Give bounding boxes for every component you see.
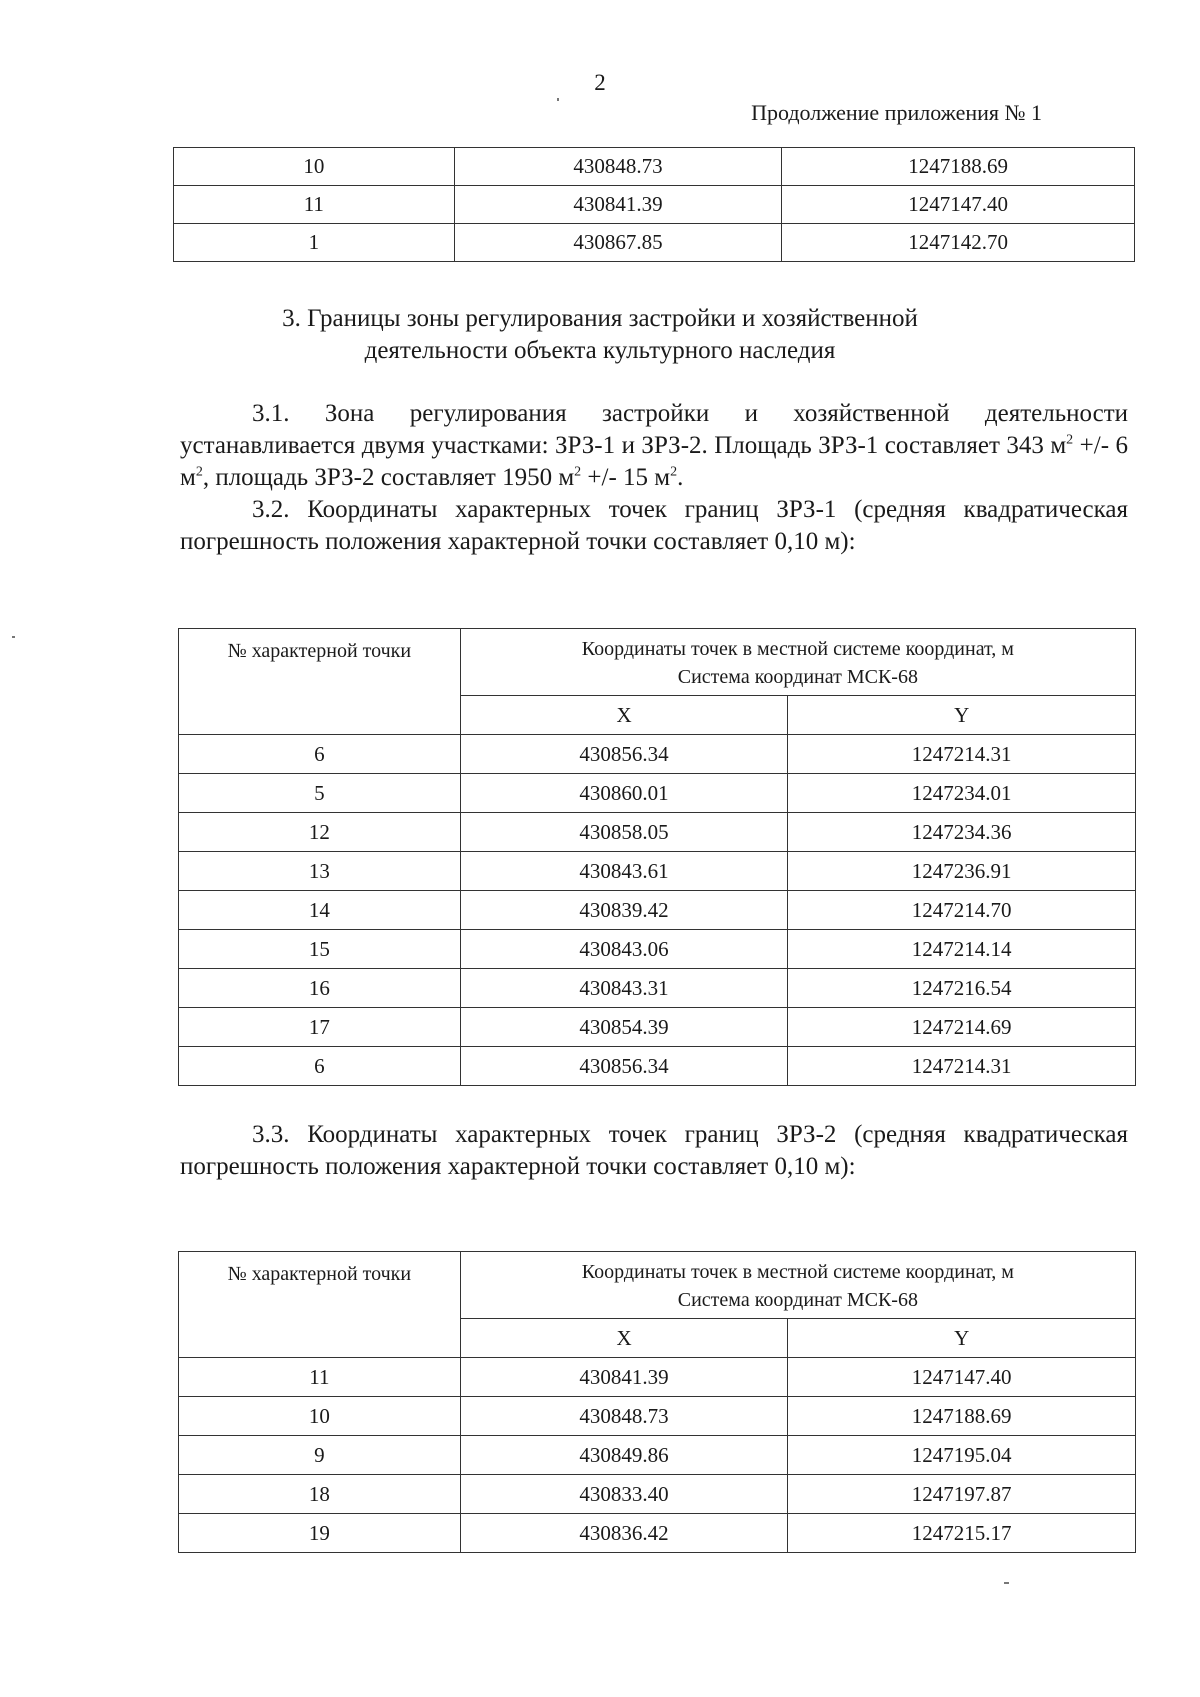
y-coordinate-cell: 1247195.04 [788, 1436, 1136, 1475]
point-number-cell: 9 [179, 1436, 461, 1475]
point-number-cell: 16 [179, 969, 461, 1008]
zrz1-coordinates-table [178, 628, 1136, 1086]
y-coordinate-cell: 1247216.54 [788, 969, 1136, 1008]
point-number-cell: 11 [179, 1358, 461, 1397]
table-row [174, 224, 1135, 262]
x-coordinate-cell: 430836.42 [460, 1514, 788, 1553]
x-coordinate-cell: 430860.01 [460, 774, 788, 813]
table-row [174, 148, 1135, 186]
table-row [179, 891, 1136, 930]
header-y: Y [788, 696, 1136, 735]
table-row [174, 186, 1135, 224]
heading-line-1: 3. Границы зоны регулирования застройки и хозяйственной [282, 305, 918, 332]
header-coordinate-system: Координаты точек в местной системе координат, м Система координат МСК-68 [460, 1252, 1135, 1319]
table-row [179, 1397, 1136, 1436]
table-row [179, 852, 1136, 891]
point-number-cell: 6 [179, 1047, 461, 1086]
x-coordinate-cell: 430843.61 [460, 852, 788, 891]
page-number: 2 [594, 70, 606, 95]
point-number-cell: 14 [179, 891, 461, 930]
table-row [179, 1475, 1136, 1514]
zrz2-coordinates-table [178, 1251, 1136, 1553]
y-coordinate-cell: 1247188.69 [788, 1397, 1136, 1436]
x-coordinate-cell: 430856.34 [460, 1047, 788, 1086]
point-number-cell: 6 [179, 735, 461, 774]
y-coordinate-cell: 1247214.70 [788, 891, 1136, 930]
y-coordinate-cell: 1247214.31 [788, 735, 1136, 774]
x-coordinate-cell: 430856.34 [460, 735, 788, 774]
table-row [179, 930, 1136, 969]
table-row [179, 1047, 1136, 1086]
point-number-cell: 1 [174, 224, 455, 262]
scan-speck [557, 98, 559, 101]
y-coordinate-cell: 1247188.69 [782, 148, 1135, 186]
y-coordinate-cell: 1247147.40 [788, 1358, 1136, 1397]
scan-speck [12, 636, 15, 638]
y-coordinate-cell: 1247214.14 [788, 930, 1136, 969]
header-coordinate-system: Координаты точек в местной системе координат, м Система координат МСК-68 [460, 629, 1135, 696]
heading-line-2: деятельности объекта культурного наследия [364, 337, 836, 364]
x-coordinate-cell: 430843.31 [460, 969, 788, 1008]
point-number-cell: 10 [179, 1397, 461, 1436]
table-row [179, 735, 1136, 774]
x-coordinate-cell: 430843.06 [460, 930, 788, 969]
table-row [179, 774, 1136, 813]
x-coordinate-cell: 430848.73 [460, 1397, 788, 1436]
x-coordinate-cell: 430849.86 [460, 1436, 788, 1475]
point-number-cell: 5 [179, 774, 461, 813]
x-coordinate-cell: 430833.40 [460, 1475, 788, 1514]
y-coordinate-cell: 1247236.91 [788, 852, 1136, 891]
x-coordinate-cell: 430854.39 [460, 1008, 788, 1047]
point-number-cell: 10 [174, 148, 455, 186]
section-3-heading [0, 303, 1200, 367]
point-number-cell: 15 [179, 930, 461, 969]
x-coordinate-cell: 430841.39 [454, 186, 782, 224]
point-number-cell: 13 [179, 852, 461, 891]
header-point-number: № характерной точки [179, 1252, 461, 1358]
point-number-cell: 18 [179, 1475, 461, 1514]
paragraph-3-2: 3.2. Координаты характерных точек границ ЗРЗ-1 (средняя квадратическая погрешность положения характерной точки составляет 0,10 м): [180, 496, 1128, 555]
x-coordinate-cell: 430841.39 [460, 1358, 788, 1397]
y-coordinate-cell: 1247234.01 [788, 774, 1136, 813]
paragraph-3-1: 3.1. Зона регулирования застройки и хозяйственной деятельности устанавливается двумя участками: ЗРЗ-1 и ЗРЗ-2. Площадь ЗРЗ-1 составляет 343 $м^2$ +/- 6 $м^2$, площадь ЗРЗ-2 составляет 1950 $м^2$ +/- 15 $м^2$. [180, 400, 1128, 491]
header-point-number: № характерной точки [179, 629, 461, 735]
table-row [179, 1358, 1136, 1397]
table-row [179, 1436, 1136, 1475]
y-coordinate-cell: 1247234.36 [788, 813, 1136, 852]
x-coordinate-cell: 430867.85 [454, 224, 782, 262]
x-coordinate-cell: 430858.05 [460, 813, 788, 852]
table-row [179, 1008, 1136, 1047]
point-number-cell: 17 [179, 1008, 461, 1047]
paragraph-3-3: 3.3. Координаты характерных точек границ ЗРЗ-2 (средняя квадратическая погрешность положения характерной точки составляет 0,10 м): [180, 1121, 1128, 1180]
table-row [179, 969, 1136, 1008]
header-x: X [460, 1319, 788, 1358]
y-coordinate-cell: 1247142.70 [782, 224, 1135, 262]
y-coordinate-cell: 1247197.87 [788, 1475, 1136, 1514]
x-coordinate-cell: 430848.73 [454, 148, 782, 186]
header-y: Y [788, 1319, 1136, 1358]
appendix-continuation-label: Продолжение приложения № 1 [751, 100, 1042, 125]
table-row [179, 813, 1136, 852]
header-x: X [460, 696, 788, 735]
point-number-cell: 12 [179, 813, 461, 852]
y-coordinate-cell: 1247214.31 [788, 1047, 1136, 1086]
x-coordinate-cell: 430839.42 [460, 891, 788, 930]
point-number-cell: 19 [179, 1514, 461, 1553]
table-row [179, 1514, 1136, 1553]
y-coordinate-cell: 1247147.40 [782, 186, 1135, 224]
point-number-cell: 11 [174, 186, 455, 224]
scan-speck [1004, 1582, 1009, 1584]
coordinates-table-continued [173, 147, 1135, 262]
y-coordinate-cell: 1247215.17 [788, 1514, 1136, 1553]
y-coordinate-cell: 1247214.69 [788, 1008, 1136, 1047]
